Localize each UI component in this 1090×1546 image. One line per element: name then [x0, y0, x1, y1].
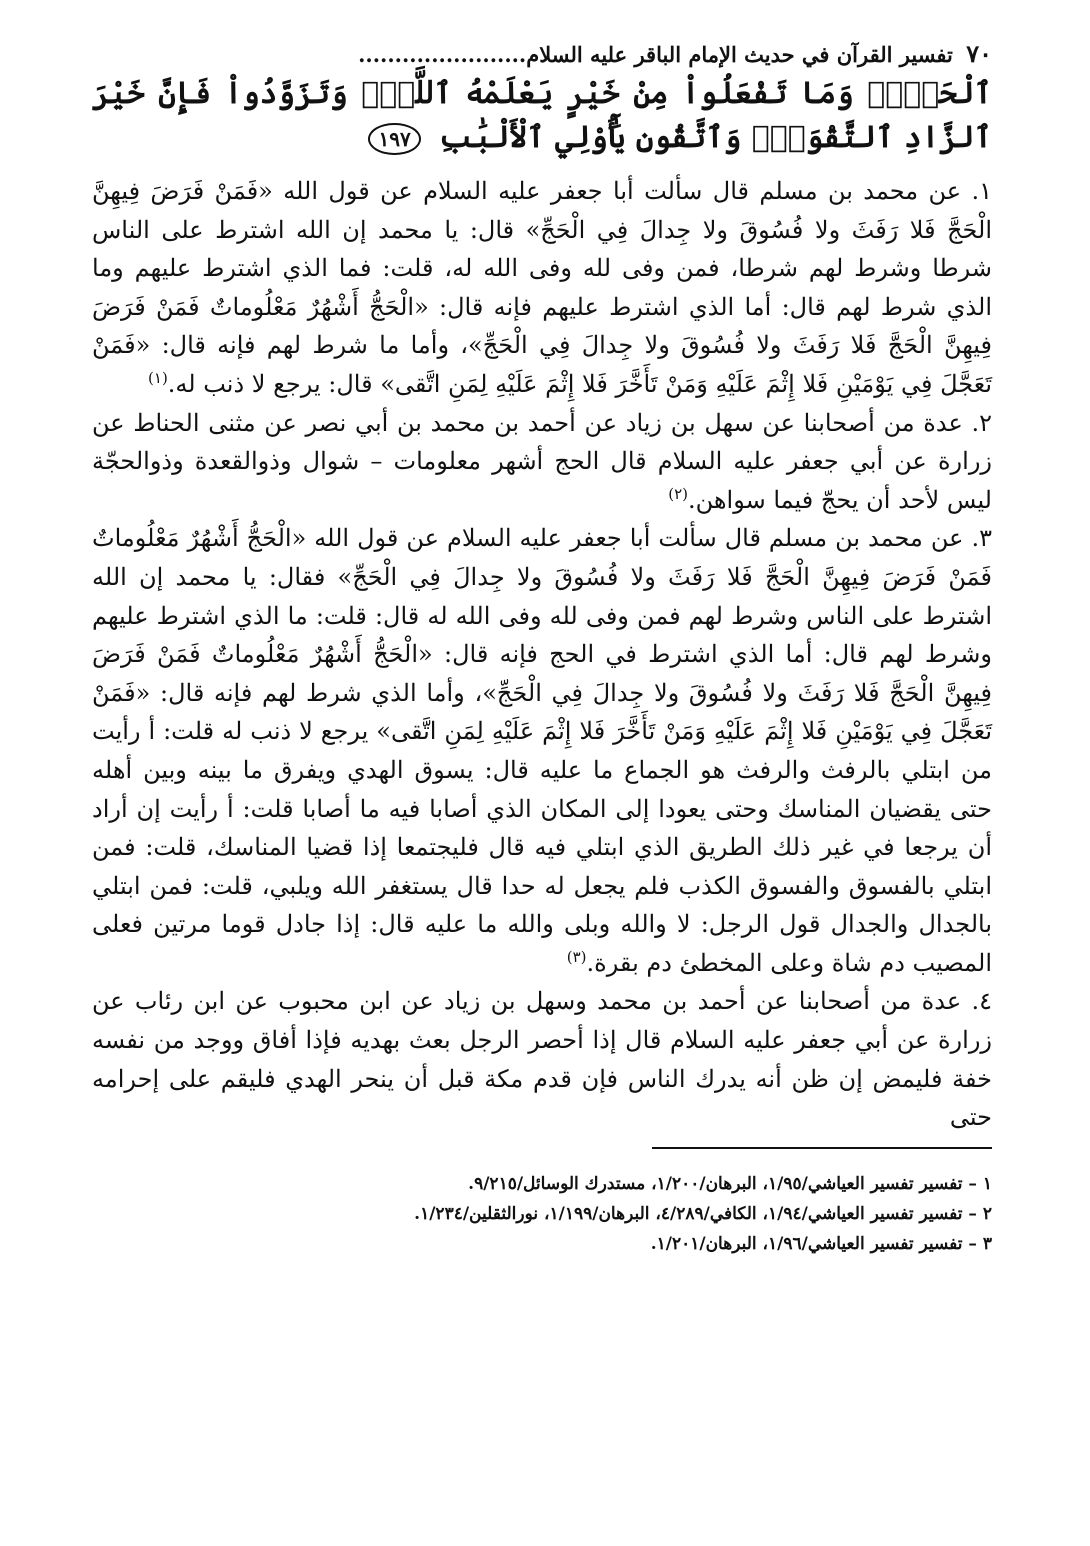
footnote-divider [652, 1147, 992, 1149]
hadith-text: ٤. عدة من أصحابنا عن أحمد بن محمد وسهل بن زياد عن ابن محبوب عن ابن رئاب عن زرارة عن أبي جعفر عليه السلام قال إذا أحصر الرجل بعث بهديه فإذا أفاق ووجد من نفسه خفة فليمض إن ظن أنه يدرك الناس فإن قدم مكة قبل أن ينحر الهدي فليقم على إحرامه حتى [92, 987, 992, 1132]
hadith-paragraph [92, 404, 992, 520]
hadith-text: ١. عن محمد بن مسلم قال سألت أبا جعفر عليه السلام عن قول الله «فَمَنْ فَرَضَ فِيهِنَّ الْحَجَّ فَلا رَفَثَ ولا فُسُوقَ ولا جِدالَ فِي الْحَجِّ» قال: يا محمد إن الله اشترط على الناس شرطا وشرط لهم شرطا، فمن وفى لله وفى الله له، قلت: فما الذي اشترط عليهم وما الذي شرط لهم قال: أما الذي اشترط عليهم فإنه قال: «الْحَجُّ أَشْهُرٌ مَعْلُوماتٌ فَمَنْ فَرَضَ فِيهِنَّ الْحَجَّ فَلا رَفَثَ ولا فُسُوقَ ولا جِدالَ فِي الْحَجِّ»، وأما ما شرط لهم فإنه قال: «فَمَنْ تَعَجَّلَ فِي يَوْمَيْنِ فَلا إِثْمَ عَلَيْهِ وَمَنْ تَأَخَّرَ فَلا إِثْمَ عَلَيْهِ لِمَنِ اتَّقى» قال: يرجع لا ذنب له. [92, 177, 993, 398]
footnote-ref: (٣) [566, 947, 587, 966]
running-title: تفسير القرآن في حديث الإمام الباقر عليه السلام....................... [358, 42, 953, 67]
footnote-ref: (٢) [668, 484, 688, 503]
quran-verse [92, 72, 992, 160]
hadith-paragraph [92, 519, 992, 982]
footnote: ١ – تفسير تفسير العياشي/١/٩٥، البرهان/١/٢٠٠، مستدرك الوسائل/٩/٢١٥. [468, 1173, 992, 1194]
footnote-ref: (١) [148, 368, 168, 387]
footnote: ٢ – تفسير تفسير العياشي/١/٩٤، الكافي/٤/٢٨٩، البرهان/١/١٩٩، نورالثقلين/١/٢٣٤. [414, 1203, 992, 1224]
hadith-text: ٣. عن محمد بن مسلم قال سألت أبا جعفر عليه السلام عن قول الله «الْحَجُّ أَشْهُرٌ مَعْلُوماتٌ فَمَنْ فَرَضَ فِيهِنَّ الْحَجَّ فَلا رَفَثَ ولا فُسُوقَ ولا جِدالَ فِي الْحَجِّ» فقال: يا محمد إن الله اشترط على الناس وشرط لهم فمن وفى لله وفى الله له قال: قلت: ما الذي اشترط عليهم وشرط لهم قال: أما الذي اشترط في الحج فإنه قال: «الْحَجُّ أَشْهُرٌ مَعْلُوماتٌ فَمَنْ فَرَضَ فِيهِنَّ الْحَجَّ فَلا رَفَثَ ولا فُسُوقَ ولا جِدالَ فِي الْحَجِّ»، وأما الذي شرط لهم فإنه قال: «فَمَنْ تَعَجَّلَ فِي يَوْمَيْنِ فَلا إِثْمَ عَلَيْهِ وَمَنْ تَأَخَّرَ فَلا إِثْمَ عَلَيْهِ لِمَنِ اتَّقى» يرجع لا ذنب له قلت: أ رأيت من ابتلي بالرفث والرفث هو الجماع ما عليه قال: يسوق الهدي ويفرق ما بينه وبين أهله حتى يقضيان المناسك وحتى يعودا إلى المكان الذي أصابا فيه ما أصابا قلت: أ رأيت إن أراد أن يرجعا في غير ذلك الطريق الذي ابتلي فيه قال فليجتمعا إذا قضيا المناسك، قلت: فمن ابتلي بالفسوق والفسوق الكذب فلم يجعل له حدا قال يستغفر الله ويلبي، قلت: فمن ابتلي بالجدال والجدال قول الرجل: لا والله وبلى والله ما عليه قال: إذا جادل قوما مرتين فعلى المصيب دم شاة وعلى المخطئ دم بقرة. [92, 524, 992, 977]
hadith-paragraph [92, 982, 992, 1136]
running-header [92, 38, 992, 70]
hadith-list [92, 172, 992, 1137]
hadith-text: ٢. عدة من أصحابنا عن سهل بن زياد عن أحمد بن محمد بن أبي نصر عن مثنى الحناط عن زرارة عن أبي جعفر عليه السلام قال الحج أشهر معلومات – شوال وذوالقعدة وذوالحجّة ليس لأحد أن يحجّ فيما سواهن. [92, 408, 992, 514]
hadith-paragraph [92, 172, 992, 404]
footnotes [92, 1169, 992, 1259]
ayah-number-marker: ١٩٧ [368, 123, 420, 155]
verse-text: ٱلْحَجِّۗ وَمَا تَفْعَلُواْ مِنْ خَيْرٍ يَعْلَمْهُ ٱللَّهُۗ وَتَزَوَّدُواْ فَإِنَّ خَيْرَ ٱلزَّادِ ٱلتَّقْوَىٰۚ وَٱتَّقُونِ يَٰٓأُوْلِي ٱلْأَلْبَٰبِ [92, 76, 992, 155]
page [92, 38, 992, 1259]
footnote: ٣ – تفسير تفسير العياشي/١/٩٦، البرهان/١/٢٠١. [650, 1233, 992, 1254]
page-number: ٧٠ [966, 39, 992, 68]
